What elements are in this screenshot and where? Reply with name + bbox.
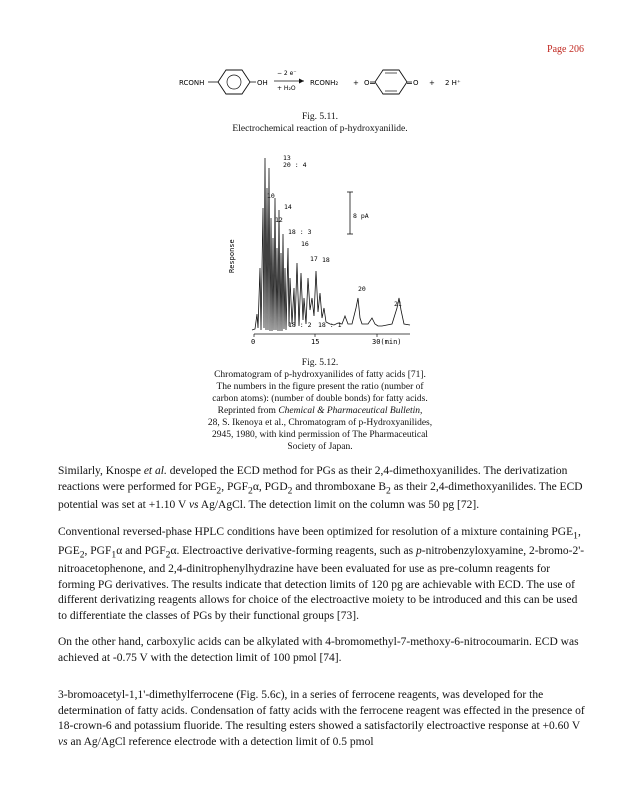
tick-15: 15 — [311, 338, 320, 346]
fig-5-12-reprinted: Reprinted from — [217, 406, 279, 416]
fig-5-12-line-3: carbon atoms): (number of double bonds) for fatty acids. — [212, 394, 428, 404]
benzene-ring-1 — [218, 70, 250, 94]
fig-5-11-text: Electrochemical reaction of p-hydroxyanilide. — [232, 124, 408, 134]
peak-10: 10 — [267, 192, 275, 200]
scheme-reactant: RCONH — [179, 79, 205, 87]
scheme-product: RCONH₂ — [310, 79, 339, 87]
scheme-oh: OH — [257, 79, 268, 87]
peak-14: 14 — [284, 203, 292, 211]
chromatogram-trace — [252, 158, 410, 331]
peak-17: 17 — [310, 255, 318, 263]
scheme-plus-2: + — [429, 79, 435, 87]
scheme-plus-1: + — [353, 79, 359, 87]
tick-0: 0 — [251, 338, 256, 346]
peak-13: 13 — [283, 154, 291, 162]
paragraph-2: Conventional reversed-phase HPLC conditions have been optimized for resolution of a mixture containing $PGE_1$, $PGE_2$, $PGF_1\alpha$ and $PGF_2\alpha$. Electroactive derivative-forming reagents, such as p-nitrobenzyloxyamine, 2-bromo-2'-nitroacetophenone, and 2,4-dinitrophenylhydrazine have been evaluated for use as pre-column reagents for forming PG derivatives. The results indicate that detection limits of 120 pg are achievable with ECD. The use of different derivatizing reagents allows for choice of the electroactive moiety to be introduced and this can be used to differentiate the classes of PGs by their functional groups [73]. — [58, 525, 585, 622]
fig-5-12-line-7: Society of Japan. — [287, 442, 353, 452]
peak-18-2: 18 : 2 — [288, 321, 312, 329]
paragraph-4: 3-bromoacetyl-1,1'-dimethylferrocene (Fig. 5.6c), in a series of ferrocene reagents, was developed for the determination of fatty acids. Condensation of fatty acids with the ferrocene reagent was effected in the presence of 18-crown-6 and potassium fluoride. The resulting esters showed a satisfactorily electroactive response at +0.60 V vs an Ag/AgCl reference electrode with a detection limit of 0.5 pmol — [58, 689, 585, 748]
quinone-ring — [375, 70, 407, 94]
peak-20-4: 20 : 4 — [283, 161, 307, 169]
fig-5-12-line-2: The numbers in the figure present the ratio (number of — [216, 382, 424, 392]
paragraph-3: On the other hand, carboxylic acids can be alkylated with 4-bromomethyl-7-methoxy-6-nitrocoumarin. ECD was achieved at -0.75 V with the detection limit of 100 pmol [74]. — [58, 636, 579, 664]
page-number: Page 206 — [547, 44, 584, 55]
fig-5-12-journal: Chemical & Pharmaceutical Bulletin, — [278, 406, 423, 416]
body-text — [58, 464, 586, 761]
peak-12: 12 — [275, 216, 283, 224]
peak-20: 20 — [358, 285, 366, 293]
peak-16: 16 — [301, 240, 309, 248]
peak-18-1: 18 : 1 — [318, 321, 342, 329]
scheme-arrow-top: − 2 e⁻ — [277, 70, 297, 77]
scale-label: 8 pA — [353, 212, 369, 220]
scheme-o-left: O — [364, 79, 370, 87]
scheme-arrow-bottom: + H₂O — [277, 85, 296, 92]
fig-5-12-line-6: 2945, 1980, with kind permission of The Pharmaceutical — [212, 430, 428, 440]
fig-5-11-number: Fig. 5.11. — [301, 112, 339, 122]
tick-30: 30(min) — [372, 338, 402, 346]
peak-21: 21 — [394, 300, 402, 308]
scheme-protons: 2 H⁺ — [445, 79, 461, 87]
fig-5-12-line-5: 28, S. Ikenoya et al., Chromatogram of p-Hydroxyanilides, — [207, 418, 433, 428]
peak-18: 18 — [322, 256, 330, 264]
chromatogram — [222, 148, 422, 348]
fig-5-11-caption — [0, 111, 640, 135]
chromatogram-ylabel: Response — [228, 239, 236, 273]
reaction-scheme — [170, 62, 490, 102]
fig-5-12-line-1: Chromatogram of p-hydroxyanilides of fatty acids [71]. — [214, 370, 426, 380]
fig-5-12-caption — [0, 357, 640, 453]
peak-18-3: 18 : 3 — [288, 228, 312, 236]
scheme-o-right: O — [413, 79, 419, 87]
paragraph-1: Similarly, Knospe et al. developed the ECD method for PGs as their 2,4-dimethoxyanilides. The derivatization reactions were performed for $PGE_2$, $PGF_2\alpha$, $PGD_2$ and thromboxane $B_2$ as their 2,4-dimethoxyanilides. The ECD potential was set at +1.10 V vs Ag/AgCl. The detection limit on the column was 50 pg [72]. — [58, 465, 583, 512]
fig-5-12-number: Fig. 5.12. — [301, 358, 339, 368]
fig-5-12-line-4 — [0, 405, 640, 417]
